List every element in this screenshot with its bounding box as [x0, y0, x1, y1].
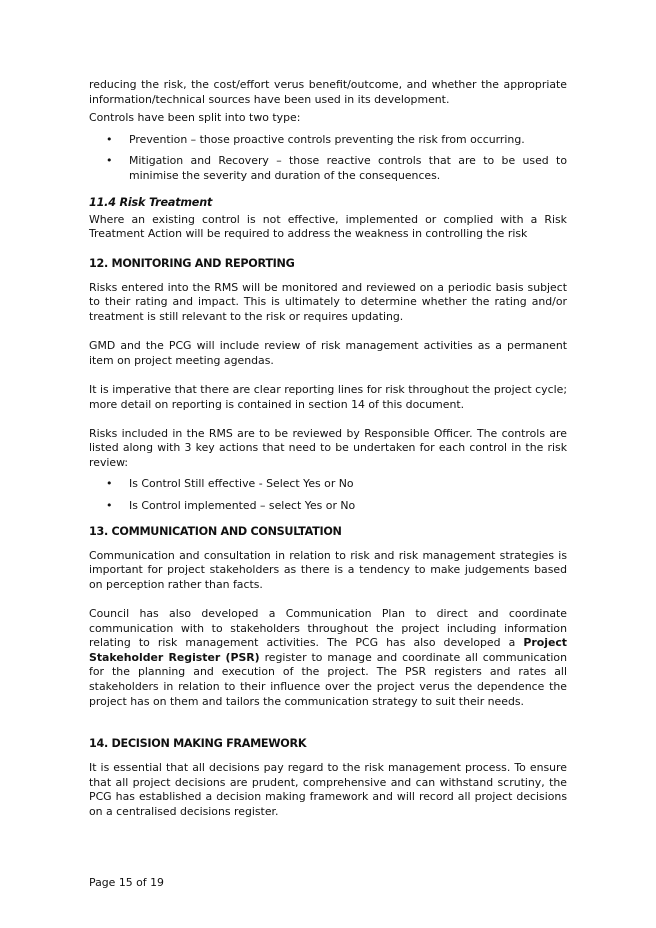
list-item: • Prevention – those proactive controls preventing the risk from occurring. [89, 133, 567, 148]
paragraph-decision-making: It is essential that all decisions pay regard to the risk management process. To ensure that all project decisions are prudent, comprehensive and can withstand scrutiny, the PCG has established a decision making framework and will record all project decisions on a centralised decisions register. [89, 761, 567, 818]
page-number: Page 15 of 19 [89, 876, 164, 889]
paragraph-risk-treatment: Where an existing control is not effective, implemented or complied with a Risk Treatment Action will be required to address the weakness in controlling the risk [89, 212, 567, 241]
paragraph-communication-2: Council has also developed a Communication Plan to direct and coordinate communication with to stakeholders throughout the project including information relating to risk management activities. The PCG has also developed a Project Stakeholder Register (PSR) register to manage and coordinate all communication for the planning and execution of the project. The PSR registers and rates all stakeholders in relation to their influence over the project verus the dependence the project has on them and tailors the communication strategy to suit their needs. [89, 607, 567, 708]
section-11-4-heading: 11.4 Risk Treatment [89, 195, 213, 209]
paragraph-monitoring-2: GMD and the PCG will include review of risk management activities as a permanent item on project meeting agendas. [89, 339, 567, 367]
section-12-heading: 12. MONITORING AND REPORTING [89, 256, 295, 270]
list-item: • Is Control implemented – select Yes or No [89, 499, 567, 514]
paragraph-controls-context: reducing the risk, the cost/effort verus benefit/outcome, and whether the appropriate information/technical sources have been used in its development. [89, 78, 567, 106]
section-13-heading: 13. COMMUNICATION AND CONSULTATION [89, 524, 342, 538]
paragraph-monitoring-3: It is imperative that there are clear reporting lines for risk throughout the project cycle; more detail on reporting is contained in section 14 of this document. [89, 382, 567, 411]
psr-term: Project Stakeholder Register (PSR) [89, 636, 567, 664]
list-item: • Is Control Still effective - Select Yes or No [89, 477, 567, 492]
list-item: • Mitigation and Recovery – those reactive controls that are to be used to minimise the severity and duration of the consequences. [89, 154, 567, 183]
paragraph-monitoring-4: Risks included in the RMS are to be reviewed by Responsible Officer. The controls are listed along with 3 key actions that need to be undertaken for each control in the risk review: [89, 426, 567, 469]
paragraph-communication-1: Communication and consultation in relation to risk and risk management strategies is important for project stakeholders as there is a tendency to make judgements based on perception rather than facts. [89, 548, 567, 591]
section-14-heading: 14. DECISION MAKING FRAMEWORK [89, 737, 307, 751]
review-actions-list [89, 477, 567, 513]
paragraph-control-types: Controls have been split into two type: [89, 111, 301, 125]
paragraph-monitoring-1: Risks entered into the RMS will be monitored and reviewed on a periodic basis subject to their rating and impact. This is ultimately to determine whether the rating and/or treatment is still relevant to the risk or requires updating. [89, 280, 567, 323]
control-types-list [89, 133, 567, 184]
document-page [89, 78, 567, 820]
